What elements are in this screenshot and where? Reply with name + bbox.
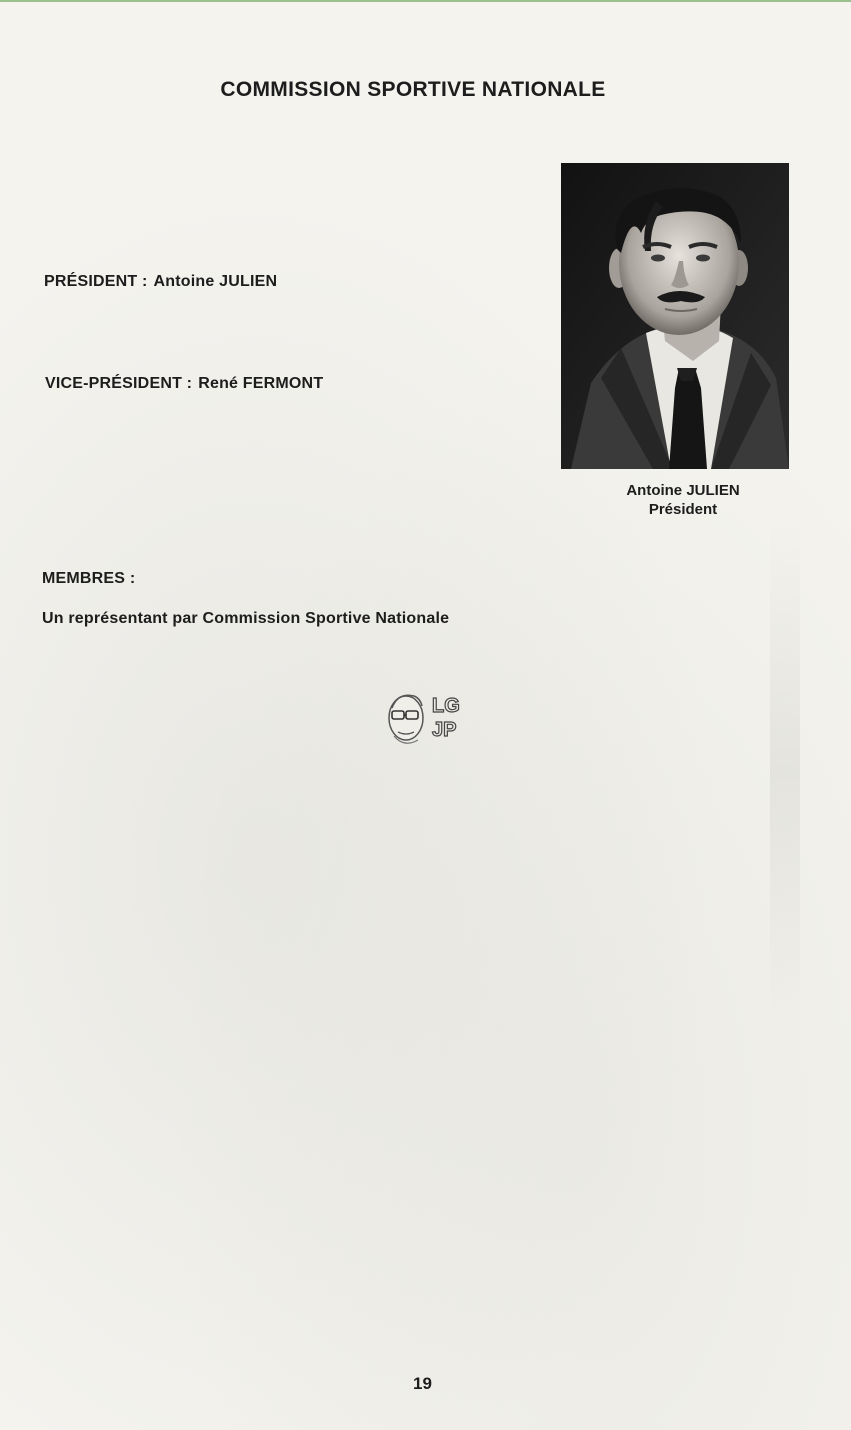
page-title: COMMISSION SPORTIVE NATIONALE [220, 78, 606, 101]
caption-role: Président [648, 501, 718, 518]
president-line [44, 273, 277, 291]
logo-text-top: LG [432, 695, 460, 717]
portrait-illustration [561, 163, 789, 469]
caption-name: Antoine JULIEN [626, 482, 740, 499]
vice-president-name: René FERMONT [198, 375, 324, 392]
president-name: Antoine JULIEN [153, 273, 278, 290]
photo-caption [560, 481, 806, 519]
caricature-logo-icon [384, 686, 470, 750]
members-description: Un représentant par Commission Sportive Nationale [42, 610, 450, 627]
vice-president-line [45, 375, 323, 393]
logo-text-bottom: JP [432, 719, 457, 741]
lgjp-watermark-logo [384, 686, 470, 750]
president-portrait-photo [561, 163, 789, 469]
bleed-through-shadow [770, 522, 800, 1022]
page-number: 19 [413, 1374, 432, 1393]
vice-president-role: VICE-PRÉSIDENT : [45, 375, 193, 392]
members-heading: MEMBRES : [42, 570, 136, 587]
president-role: PRÉSIDENT : [44, 273, 148, 290]
